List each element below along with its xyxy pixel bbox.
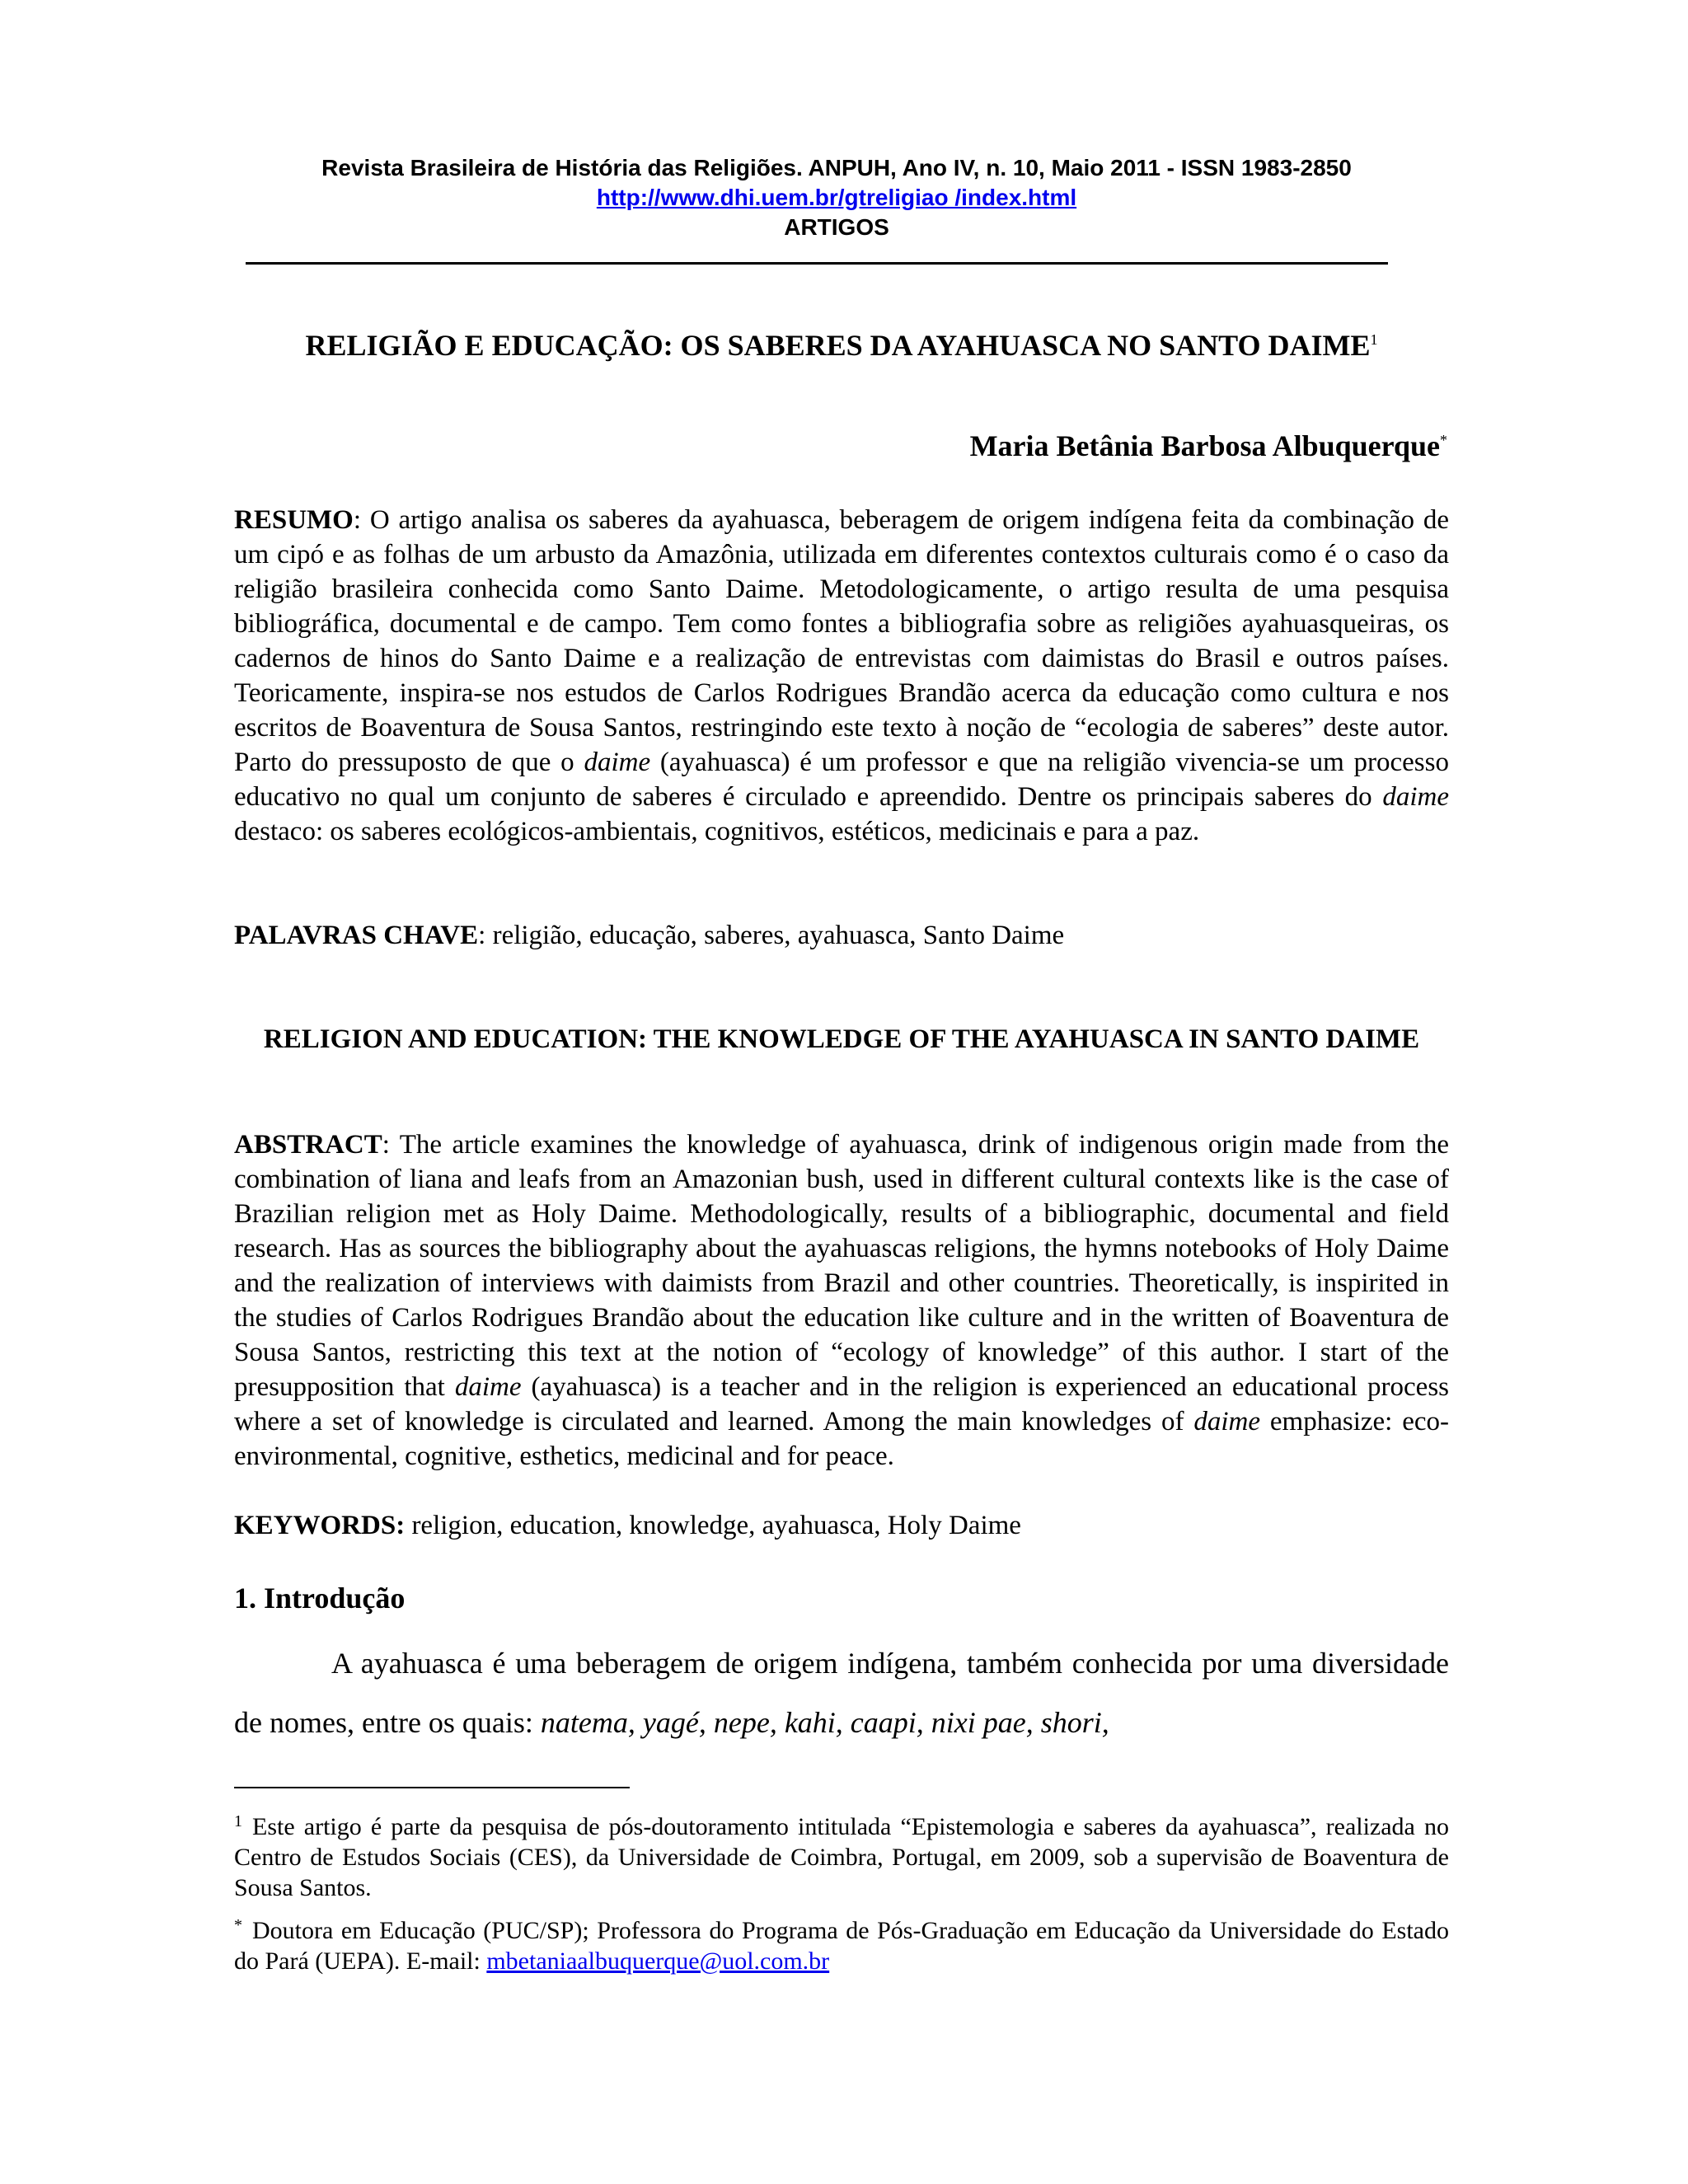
journal-header <box>231 153 1442 242</box>
footnote-2-mark: * <box>234 1916 242 1934</box>
title-footnote-ref[interactable]: 1 <box>1370 331 1378 348</box>
footnote-2-text: Doutora em Educação (PUC/SP); Professora do Programa de Pós-Graduação em Educação da Universidade do Estado do Pará (UEPA). E-mail: <box>234 1917 1449 1975</box>
resumo-italic-1: daime <box>584 748 651 777</box>
footnote-2-body <box>234 1915 1449 1976</box>
journal-citation: Revista Brasileira de História das Religiões. ANPUH, Ano IV, n. 10, Maio 2011 - ISSN 1983-2850 <box>321 155 1352 180</box>
keywords <box>234 1508 1449 1543</box>
article-title <box>236 326 1447 364</box>
resumo-paragraph <box>234 503 1449 849</box>
footnote-1 <box>234 1811 1449 1903</box>
section-label: ARTIGOS <box>784 214 889 240</box>
abstract-italic-2: daime <box>1193 1407 1260 1436</box>
header-rule <box>246 262 1388 265</box>
intro-italic-names: natema, yagé, nepe, kahi, caapi, nixi pae, shori, <box>540 1706 1109 1739</box>
author-name-text: Maria Betânia Barbosa Albuquerque <box>969 429 1440 462</box>
keywords-label: KEYWORDS: <box>234 1511 406 1540</box>
section-heading-introducao: 1. Introdução <box>234 1582 406 1615</box>
article-title-text: RELIGIÃO E EDUCAÇÃO: OS SABERES DA AYAHUASCA NO SANTO DAIME <box>305 329 1371 362</box>
journal-url-link[interactable]: http://www.dhi.uem.br/gtreligiao /index.html <box>596 185 1077 210</box>
author-email-link[interactable]: mbetaniaalbuquerque@uol.com.br <box>486 1947 830 1975</box>
intro-paragraph <box>234 1633 1449 1752</box>
palavras-label: PALAVRAS CHAVE <box>234 921 479 950</box>
author-footnote-ref[interactable]: * <box>1440 432 1447 448</box>
abstract-italic-1: daime <box>454 1372 522 1402</box>
english-title: RELIGION AND EDUCATION: THE KNOWLEDGE OF THE AYAHUASCA IN SANTO DAIME <box>263 1024 1420 1054</box>
resumo-text-1: : O artigo analisa os saberes da ayahuasca, beberagem de origem indígena feita da combinação de um cipó e as folhas de um arbusto da Amazônia, utilizada em diferentes contextos culturais como é o caso da religião brasileira conhecida como Santo Daime. Metodologicamente, o artigo resulta de uma pesquisa bibliográfica, documental e de campo. Tem como fontes a bibliografia sobre as religiões ayahuasqueiras, os cadernos de hinos do Santo Daime e a realização de entrevistas com daimistas do Brasil e outros países. Teoricamente, inspira-se nos estudos de Carlos Rodrigues Brandão acerca da educação como cultura e nos escritos de Boaventura de Sousa Santos, restringindo este texto à noção de “ecologia de saberes” deste autor. Parto do pressuposto de que o <box>234 505 1449 777</box>
resumo-text-3: destaco: os saberes ecológicos-ambientais, cognitivos, estéticos, medicinais e para a paz. <box>234 817 1200 846</box>
abstract-paragraph <box>234 1127 1449 1474</box>
palavras-chave <box>234 918 1449 953</box>
footnote-2 <box>234 1915 1449 1976</box>
resumo-label: RESUMO <box>234 505 354 535</box>
footnote-separator <box>234 1787 630 1788</box>
author-name <box>970 427 1447 465</box>
abstract-text-1: : The article examines the knowledge of ayahuasca, drink of indigenous origin made from the combination of liana and leafs from an Amazonian bush, used in different cultural contexts like is the case of Brazilian religion met as Holy Daime. Methodologically, results of a bibliographic, documental and field research. Has as sources the bibliography about the ayahuascas religions, the hymns notebooks of Holy Daime and the realization of interviews with daimists from Brazil and other countries. Theoretically, is inspirited in the studies of Carlos Rodrigues Brandão about the education like culture and in the written of Boaventura de Sousa Santos, restricting this text at the notion of “ecology of knowledge” of this author. I start of the presupposition that <box>234 1130 1449 1402</box>
intro-text: A ayahuasca é uma beberagem de origem indígena, também conhecida por uma diversidade de nomes, entre os quais: <box>234 1647 1449 1739</box>
resumo-text-2: (ayahuasca) é um professor e que na religião vivencia-se um processo educativo no qual um conjunto de saberes é circulado e apreendido. Dentre os principais saberes do <box>234 748 1449 812</box>
abstract-text-3: emphasize: eco-environmental, cognitive, esthetics, medicinal and for peace. <box>234 1407 1449 1471</box>
footnote-1-text: Este artigo é parte da pesquisa de pós-doutoramento intitulada “Epistemologia e saberes da ayahuasca”, realizada no Centro de Estudos Sociais (CES), da Universidade de Coimbra, Portugal, em 2009, sob a supervisão de Boaventura de Sousa Santos. <box>234 1813 1449 1901</box>
abstract-text-2: (ayahuasca) is a teacher and in the religion is experienced an educational process where a set of knowledge is circulated and learned. Among the main knowledges of <box>234 1372 1450 1436</box>
keywords-text: religion, education, knowledge, ayahuasca, Holy Daime <box>405 1511 1021 1540</box>
footnote-1-mark: 1 <box>234 1812 242 1830</box>
palavras-text: : religião, educação, saberes, ayahuasca, Santo Daime <box>478 921 1065 950</box>
abstract-label: ABSTRACT <box>234 1130 382 1160</box>
resumo-italic-2: daime <box>1382 782 1449 812</box>
